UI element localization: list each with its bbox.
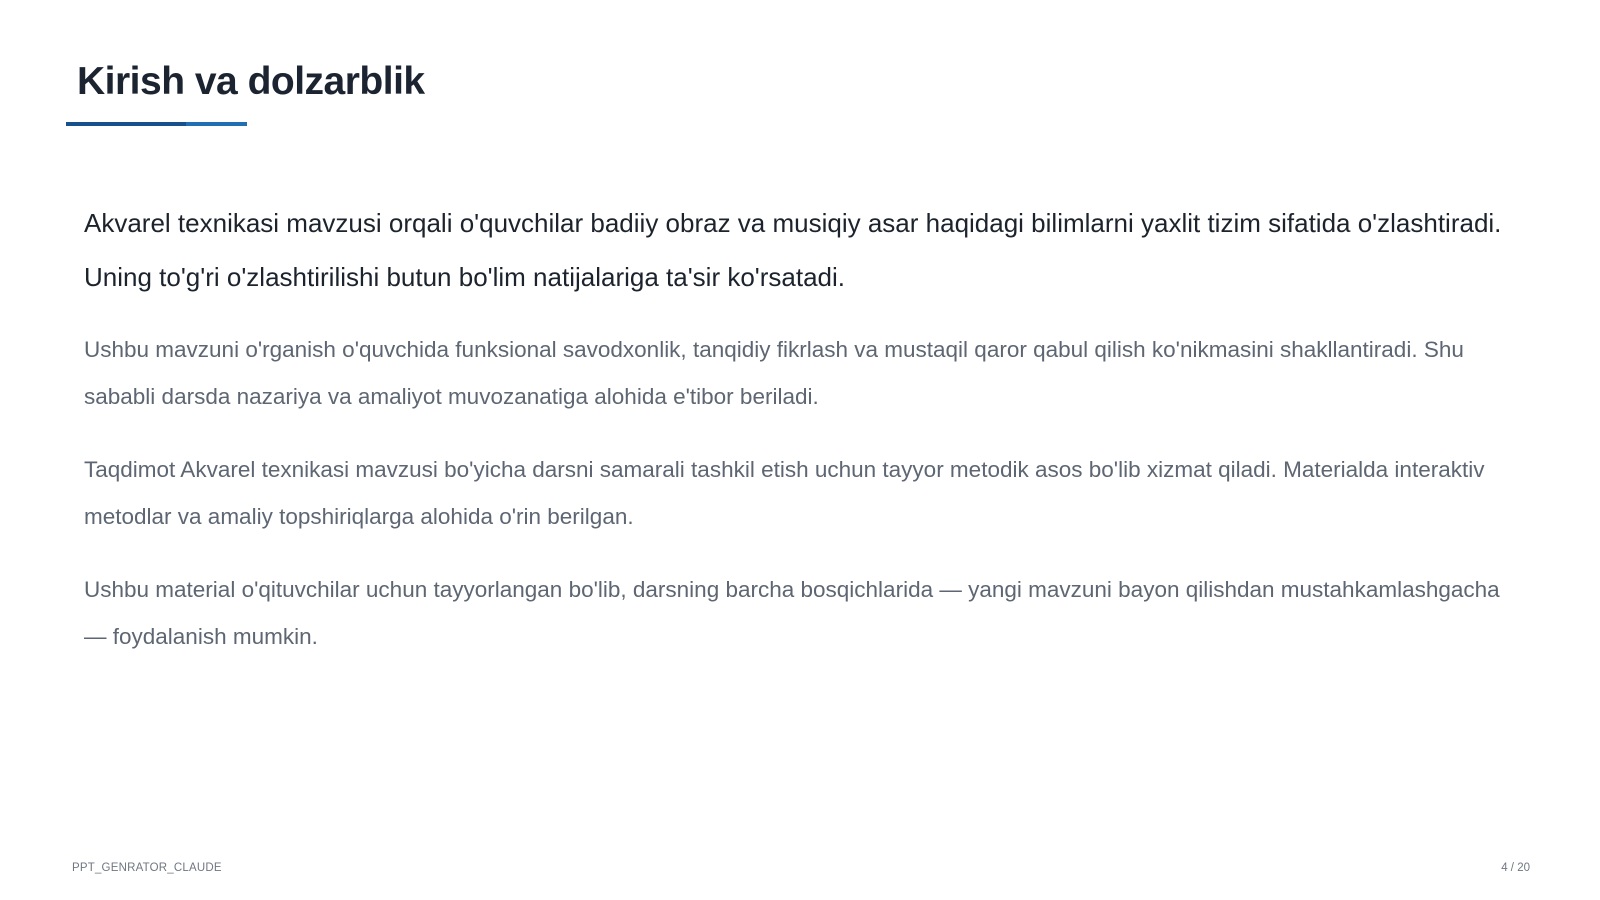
body-paragraph-2: Taqdimot Akvarel texnikasi mavzusi bo'yicha darsni samarali tashkil etish uchun tayyor metodik asos bo'lib xizmat qiladi. Materialda interaktiv metodlar va amaliy topshiriqlarga alohida o'rin berilgan.	[84, 457, 1485, 529]
slide-title: Kirish va dolzarblik	[77, 60, 425, 103]
slide-content	[84, 196, 1524, 686]
title-underline-accent	[66, 122, 186, 126]
lead-paragraph: Akvarel texnikasi mavzusi orqali o'quvchilar badiiy obraz va musiqiy asar haqidagi bilimlarni yaxlit tizim sifatida o'zlashtiradi. Uning to'g'ri o'zlashtirilishi butun bo'lim natijalariga ta'sir ko'rsatadi.	[84, 208, 1502, 292]
body-paragraph-1: Ushbu mavzuni o'rganish o'quvchida funksional savodxonlik, tanqidiy fikrlash va mustaqil qaror qabul qilish ko'nikmasini shakllantiradi. Shu sababli darsda nazariya va amaliyot muvozanatiga alohida e'tibor beriladi.	[84, 337, 1464, 409]
footer-brand: PPT_GENRATOR_CLAUDE	[72, 862, 222, 874]
page-indicator: 4 / 20	[1501, 862, 1530, 874]
body-paragraph-3: Ushbu material o'qituvchilar uchun tayyorlangan bo'lib, darsning barcha bosqichlarida — yangi mavzuni bayon qilishdan mustahkamlashgacha — foydalanish mumkin.	[84, 577, 1500, 649]
